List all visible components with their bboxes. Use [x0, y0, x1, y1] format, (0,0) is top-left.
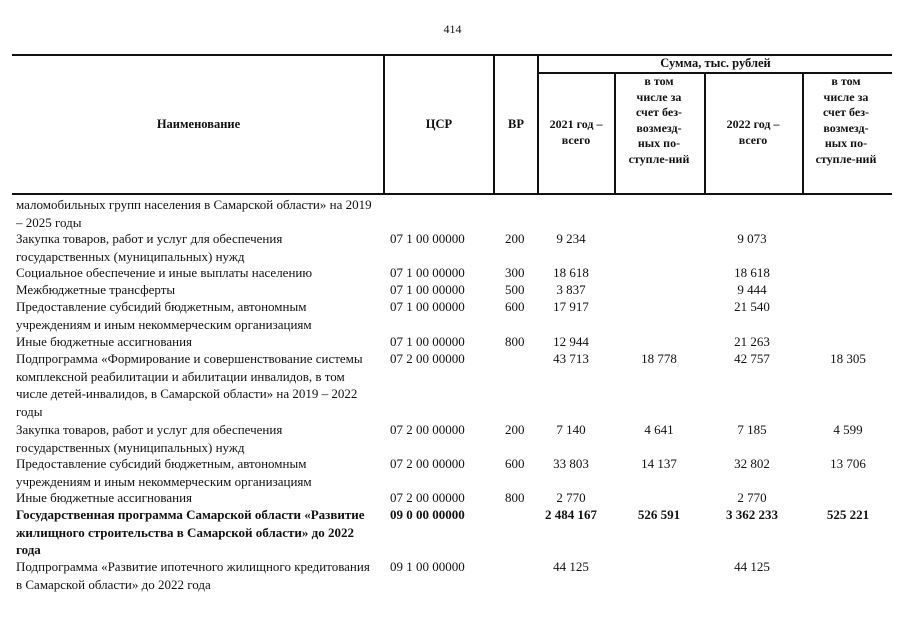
- column-divider: [614, 72, 616, 194]
- row-2022-total: 42 757: [734, 351, 770, 366]
- header-2022-total: 2022 год – всего: [726, 117, 780, 147]
- header-sum-group: Сумма, тыс. рублей: [660, 56, 771, 70]
- row-2022-incl: 4 599: [833, 422, 863, 437]
- column-divider: [704, 72, 706, 194]
- row-2022-total: 7 185: [737, 422, 767, 437]
- row-2022-incl: 525 221: [826, 507, 870, 522]
- row-vr: 500: [505, 282, 525, 297]
- row-name: Закупка товаров, работ и услуг для обеспечения государственных (муниципальных) нужд: [16, 231, 283, 264]
- row-csr: 07 1 00 00000: [390, 299, 465, 314]
- row-name: Закупка товаров, работ и услуг для обеспечения государственных (муниципальных) нужд: [16, 422, 283, 455]
- row-2021-total: 9 234: [556, 231, 586, 246]
- row-name: маломобильных групп населения в Самарской области» на 2019 – 2025 годы: [16, 197, 372, 230]
- row-2022-total: 2 770: [737, 490, 767, 505]
- row-2022-incl: 18 305: [830, 351, 866, 366]
- row-csr: 07 1 00 00000: [390, 231, 465, 246]
- row-2021-incl: 526 591: [637, 507, 681, 522]
- row-csr: 07 2 00 00000: [390, 351, 465, 366]
- row-2021-total: 33 803: [553, 456, 589, 471]
- header-csr: ЦСР: [425, 117, 453, 131]
- row-2022-total: 9 073: [737, 231, 767, 246]
- row-vr: 600: [505, 456, 525, 471]
- row-name: Подпрограмма «Формирование и совершенствование системы комплексной реабилитации и абилитации инвалидов, в том числе детей-инвалидов, в Самарской области» на 2019 – 2022 годы: [16, 351, 363, 419]
- row-vr: 600: [505, 299, 525, 314]
- row-name: Межбюджетные трансферты: [16, 282, 176, 297]
- header-2022-incl: в том числе за счет без-возмезд-ных по-ступле-ний: [815, 74, 877, 166]
- row-2021-incl: 18 778: [641, 351, 677, 366]
- row-2022-total: 44 125: [734, 559, 770, 574]
- row-csr: 07 1 00 00000: [390, 334, 465, 349]
- row-name: Государственная программа Самарской области «Развитие жилищного строительства в Самарской области» до 2022 года: [16, 507, 365, 557]
- row-csr: 07 2 00 00000: [390, 422, 465, 437]
- row-csr: 09 1 00 00000: [390, 559, 465, 574]
- header-bottom-border: [12, 193, 892, 195]
- row-2022-total: 9 444: [737, 282, 767, 297]
- column-divider: [537, 54, 539, 194]
- row-2022-total: 18 618: [734, 265, 770, 280]
- row-csr: 07 2 00 00000: [390, 456, 465, 471]
- row-2022-total: 32 802: [734, 456, 770, 471]
- header-vr: ВР: [508, 117, 524, 131]
- row-2021-total: 7 140: [556, 422, 586, 437]
- row-name: Предоставление субсидий бюджетным, автономным учреждениям и иным некоммерческим организациям: [16, 299, 312, 332]
- row-name: Социальное обеспечение и иные выплаты населению: [16, 265, 313, 280]
- header-2021-incl: в том числе за счет без-возмезд-ных по-ступле-ний: [628, 74, 690, 166]
- row-csr: 07 2 00 00000: [390, 490, 465, 505]
- column-divider: [802, 72, 804, 194]
- row-csr: 09 0 00 00000: [390, 507, 465, 522]
- row-2021-total: 3 837: [556, 282, 586, 297]
- row-2022-total: 21 263: [734, 334, 770, 349]
- row-name: Иные бюджетные ассигнования: [16, 490, 193, 505]
- row-name: Иные бюджетные ассигнования: [16, 334, 193, 349]
- row-2022-total: 3 362 233: [726, 507, 778, 522]
- row-name: Подпрограмма «Развитие ипотечного жилищного кредитования в Самарской области» до 2022 года: [16, 559, 370, 592]
- row-csr: 07 1 00 00000: [390, 265, 465, 280]
- row-2022-total: 21 540: [734, 299, 770, 314]
- row-2021-total: 18 618: [553, 265, 589, 280]
- row-2021-incl: 4 641: [644, 422, 674, 437]
- row-2021-total: 44 125: [553, 559, 589, 574]
- row-2021-incl: 14 137: [641, 456, 677, 471]
- row-vr: 200: [505, 231, 525, 246]
- row-2021-total: 12 944: [553, 334, 589, 349]
- row-vr: 300: [505, 265, 525, 280]
- row-csr: 07 1 00 00000: [390, 282, 465, 297]
- row-2021-total: 17 917: [553, 299, 589, 314]
- row-vr: 800: [505, 334, 525, 349]
- header-2021-total: 2021 год – всего: [549, 117, 603, 147]
- header-name: Наименование: [156, 117, 241, 131]
- row-2021-total: 43 713: [553, 351, 589, 366]
- page-number: 414: [443, 22, 462, 36]
- row-name: Предоставление субсидий бюджетным, автономным учреждениям и иным некоммерческим организациям: [16, 456, 312, 489]
- row-2021-total: 2 770: [556, 490, 586, 505]
- row-vr: 800: [505, 490, 525, 505]
- row-2021-total: 2 484 167: [545, 507, 597, 522]
- row-2022-incl: 13 706: [830, 456, 866, 471]
- row-vr: 200: [505, 422, 525, 437]
